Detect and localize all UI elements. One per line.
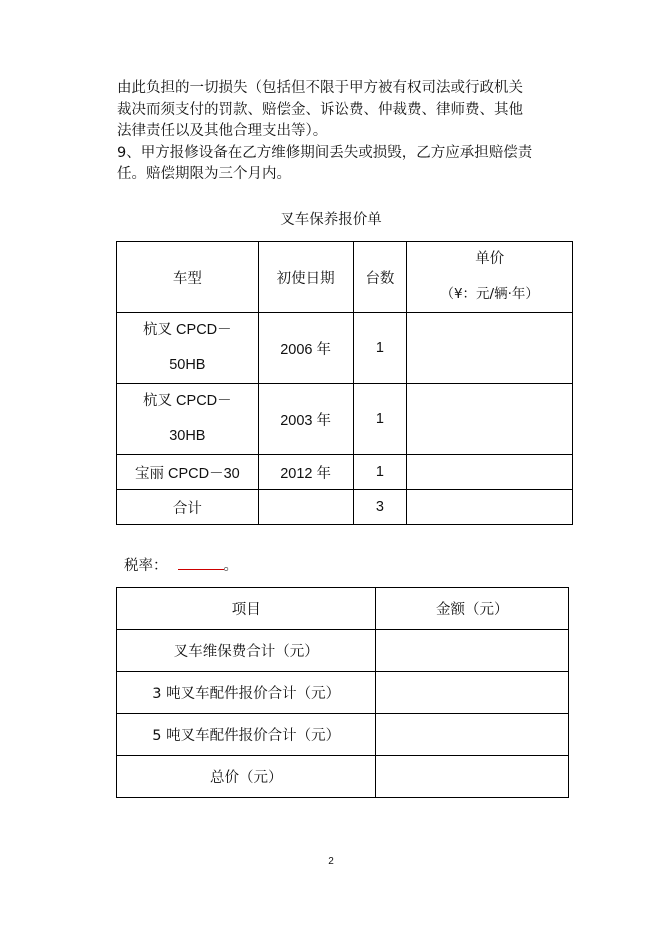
model-line1: 杭叉 CPCD－ xyxy=(143,322,232,338)
cell-count: 1 xyxy=(353,455,407,490)
table-header-row xyxy=(117,242,573,313)
table-row xyxy=(117,455,573,490)
cell-model xyxy=(117,313,259,384)
cell-amount[interactable] xyxy=(376,714,569,756)
cell-model xyxy=(117,384,259,455)
table-header-row xyxy=(117,588,569,630)
table-row xyxy=(117,630,569,672)
tax-suffix: 。 xyxy=(223,558,238,574)
tax-label: 税率： xyxy=(124,558,168,574)
cell-date: 2012 年 xyxy=(258,455,353,490)
cell-count: 1 xyxy=(353,384,407,455)
cell-count: 1 xyxy=(353,313,407,384)
cell-item: 总价（元） xyxy=(117,756,376,798)
text-line: 由此负担的一切损失（包括但不限于甲方被有权司法或行政机关 xyxy=(117,80,523,96)
text-line: 裁决而须支付的罚款、赔偿金、诉讼费、仲裁费、律师费、其他 xyxy=(117,101,523,118)
cell-amount[interactable] xyxy=(376,756,569,798)
table-row xyxy=(117,384,573,455)
summary-table xyxy=(116,587,569,798)
table-row xyxy=(117,313,573,384)
page-number: 2 xyxy=(328,856,334,867)
tax-rate-blank[interactable] xyxy=(178,555,224,570)
header-price-line1: 单价 xyxy=(475,251,505,267)
cell-amount[interactable] xyxy=(376,630,569,672)
model-line2: 30HB xyxy=(169,428,206,444)
tax-rate-line xyxy=(124,554,238,575)
header-model: 车型 xyxy=(117,242,259,313)
cell-item: 叉车维保费合计（元） xyxy=(117,630,376,672)
header-price xyxy=(407,242,573,313)
header-amount: 金额（元） xyxy=(376,588,569,630)
text-line: 任。赔偿期限为三个月内。 xyxy=(117,166,291,182)
text-line: 9、甲方报修设备在乙方维修期间丢失或损毁，乙方应承担赔偿责 xyxy=(117,144,533,161)
cell-total-count: 3 xyxy=(353,490,407,525)
model-line1: 杭叉 CPCD－ xyxy=(143,393,232,409)
header-item: 项目 xyxy=(117,588,376,630)
cell-date: 2006 年 xyxy=(258,313,353,384)
cell-price[interactable] xyxy=(407,313,573,384)
header-price-line2: （¥：元/辆·年） xyxy=(440,286,539,302)
cell-price[interactable] xyxy=(407,384,573,455)
cell-price[interactable] xyxy=(407,455,573,490)
cell-model: 宝丽 CPCD－30 xyxy=(117,455,259,490)
table-row xyxy=(117,672,569,714)
cell-item: 3 吨叉车配件报价合计（元） xyxy=(117,672,376,714)
table-row xyxy=(117,714,569,756)
quote-table-title: 叉车保养报价单 xyxy=(280,212,382,228)
quote-table xyxy=(116,241,573,525)
cell-date xyxy=(258,490,353,525)
cell-date: 2003 年 xyxy=(258,384,353,455)
cell-item: 5 吨叉车配件报价合计（元） xyxy=(117,714,376,756)
table-row xyxy=(117,756,569,798)
contract-paragraph xyxy=(117,78,577,186)
text-line: 法律责任以及其他合理支出等）。 xyxy=(117,123,328,139)
header-count: 台数 xyxy=(353,242,407,313)
table-total-row xyxy=(117,490,573,525)
header-date: 初使日期 xyxy=(258,242,353,313)
cell-total-label: 合计 xyxy=(117,490,259,525)
model-line2: 50HB xyxy=(169,357,206,373)
cell-price[interactable] xyxy=(407,490,573,525)
cell-amount[interactable] xyxy=(376,672,569,714)
